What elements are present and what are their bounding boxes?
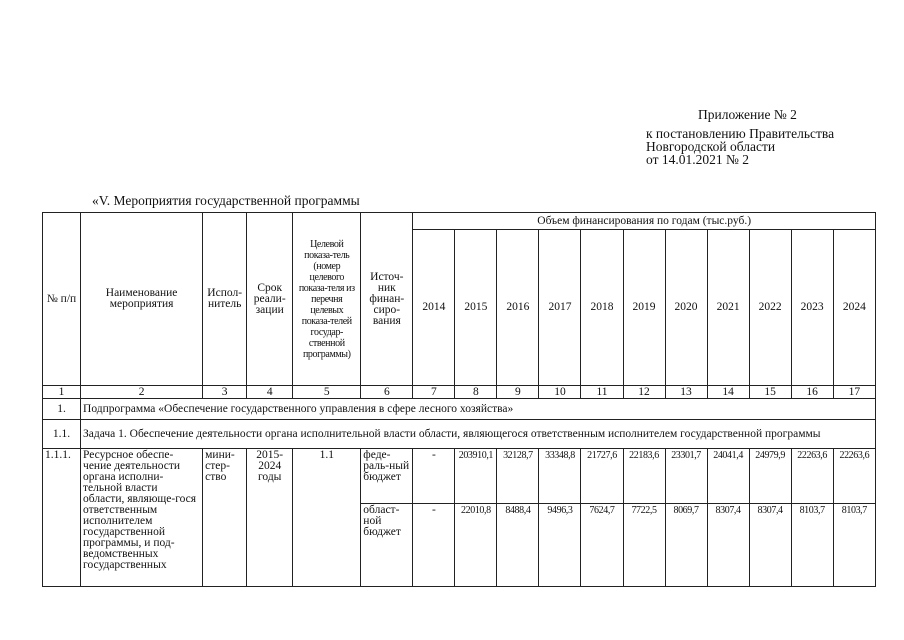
activity-name: Ресурсное обеспе-чение деятельности органа исполни-тельной власти области, являюще-гося ответственным исполнителем государственной программы, и под-ведомственных государственных xyxy=(81,449,203,587)
funding-value: 8103,7 xyxy=(791,504,833,587)
col-number: 7 xyxy=(413,386,455,399)
activity-executor: мини-стер-ство xyxy=(203,449,247,587)
activity-row-federal xyxy=(43,449,876,504)
year-header: 2017 xyxy=(539,230,581,386)
funding-value: 8307,4 xyxy=(707,504,749,587)
col-number: 6 xyxy=(361,386,413,399)
year-header: 2019 xyxy=(623,230,665,386)
funding-source: област-ной бюджет xyxy=(361,504,413,587)
activity-num: 1.1.1. xyxy=(43,449,81,587)
year-header: 2016 xyxy=(497,230,539,386)
funding-value: 7624,7 xyxy=(581,504,623,587)
funding-value: 9496,3 xyxy=(539,504,581,587)
activity-term: 2015-2024 годы xyxy=(247,449,293,587)
year-header: 2024 xyxy=(833,230,875,386)
funding-value: 24041,4 xyxy=(707,449,749,504)
column-number-row xyxy=(43,386,876,399)
appendix-decree: к постановлению Правительства xyxy=(646,126,835,141)
col-number: 11 xyxy=(581,386,623,399)
col-number: 14 xyxy=(707,386,749,399)
funding-value: 24979,9 xyxy=(749,449,791,504)
appendix-block xyxy=(646,108,834,166)
task-text: Задача 1. Обеспечение деятельности органа исполнительной власти области, являющегося ответственным исполнителем государственной программы xyxy=(81,420,876,449)
col-number: 1 xyxy=(43,386,81,399)
header-name: Наименование мероприятия xyxy=(81,213,203,386)
col-number: 16 xyxy=(791,386,833,399)
funding-value: 32128,7 xyxy=(497,449,539,504)
header-source: Источ-ник финан-сиро-вания xyxy=(361,213,413,386)
funding-value: 8488,4 xyxy=(497,504,539,587)
funding-value: 22263,6 xyxy=(833,449,875,504)
col-number: 3 xyxy=(203,386,247,399)
task-row xyxy=(43,420,876,449)
col-number: 2 xyxy=(81,386,203,399)
col-number: 8 xyxy=(455,386,497,399)
subprogram-row xyxy=(43,399,876,420)
funding-source: феде-раль-ный бюджет xyxy=(361,449,413,504)
appendix-date: от 14.01.2021 № 2 xyxy=(646,152,749,167)
funding-value: - xyxy=(413,504,455,587)
appendix-number: Приложение № 2 xyxy=(698,107,797,122)
year-header: 2021 xyxy=(707,230,749,386)
header-funding: Объем финансирования по годам (тыс.руб.) xyxy=(413,213,876,230)
funding-value: 21727,6 xyxy=(581,449,623,504)
funding-value: 23301,7 xyxy=(665,449,707,504)
col-number: 5 xyxy=(293,386,361,399)
year-header: 2014 xyxy=(413,230,455,386)
funding-value: 22183,6 xyxy=(623,449,665,504)
funding-value: 22010,8 xyxy=(455,504,497,587)
funding-value: 7722,5 xyxy=(623,504,665,587)
funding-value: 8103,7 xyxy=(833,504,875,587)
subprogram-num: 1. xyxy=(43,399,81,420)
year-header: 2018 xyxy=(581,230,623,386)
col-number: 12 xyxy=(623,386,665,399)
funding-value: 8307,4 xyxy=(749,504,791,587)
col-number: 10 xyxy=(539,386,581,399)
activities-table xyxy=(42,212,876,587)
header-executor: Испол-нитель xyxy=(203,213,247,386)
funding-value: 33348,8 xyxy=(539,449,581,504)
subprogram-text: Подпрограмма «Обеспечение государственного управления в сфере лесного хозяйства» xyxy=(81,399,876,420)
appendix-region: Новгородской области xyxy=(646,139,776,154)
activity-target: 1.1 xyxy=(293,449,361,587)
header-target: Целевой показа-тель (номер целевого показа-теля из перечня целевых показа-телей государ-ственной программы) xyxy=(293,213,361,386)
col-number: 9 xyxy=(497,386,539,399)
funding-value: 203910,1 xyxy=(455,449,497,504)
col-number: 15 xyxy=(749,386,791,399)
funding-value: 22263,6 xyxy=(791,449,833,504)
funding-value: - xyxy=(413,449,455,504)
header-num: № п/п xyxy=(43,213,81,386)
col-number: 13 xyxy=(665,386,707,399)
section-title: «V. Мероприятия государственной программы xyxy=(92,193,360,208)
task-num: 1.1. xyxy=(43,420,81,449)
year-header: 2020 xyxy=(665,230,707,386)
year-header: 2015 xyxy=(455,230,497,386)
col-number: 17 xyxy=(833,386,875,399)
funding-value: 8069,7 xyxy=(665,504,707,587)
col-number: 4 xyxy=(247,386,293,399)
header-row-1 xyxy=(43,213,876,230)
year-header: 2023 xyxy=(791,230,833,386)
header-term: Срок реали-зации xyxy=(247,213,293,386)
year-header: 2022 xyxy=(749,230,791,386)
